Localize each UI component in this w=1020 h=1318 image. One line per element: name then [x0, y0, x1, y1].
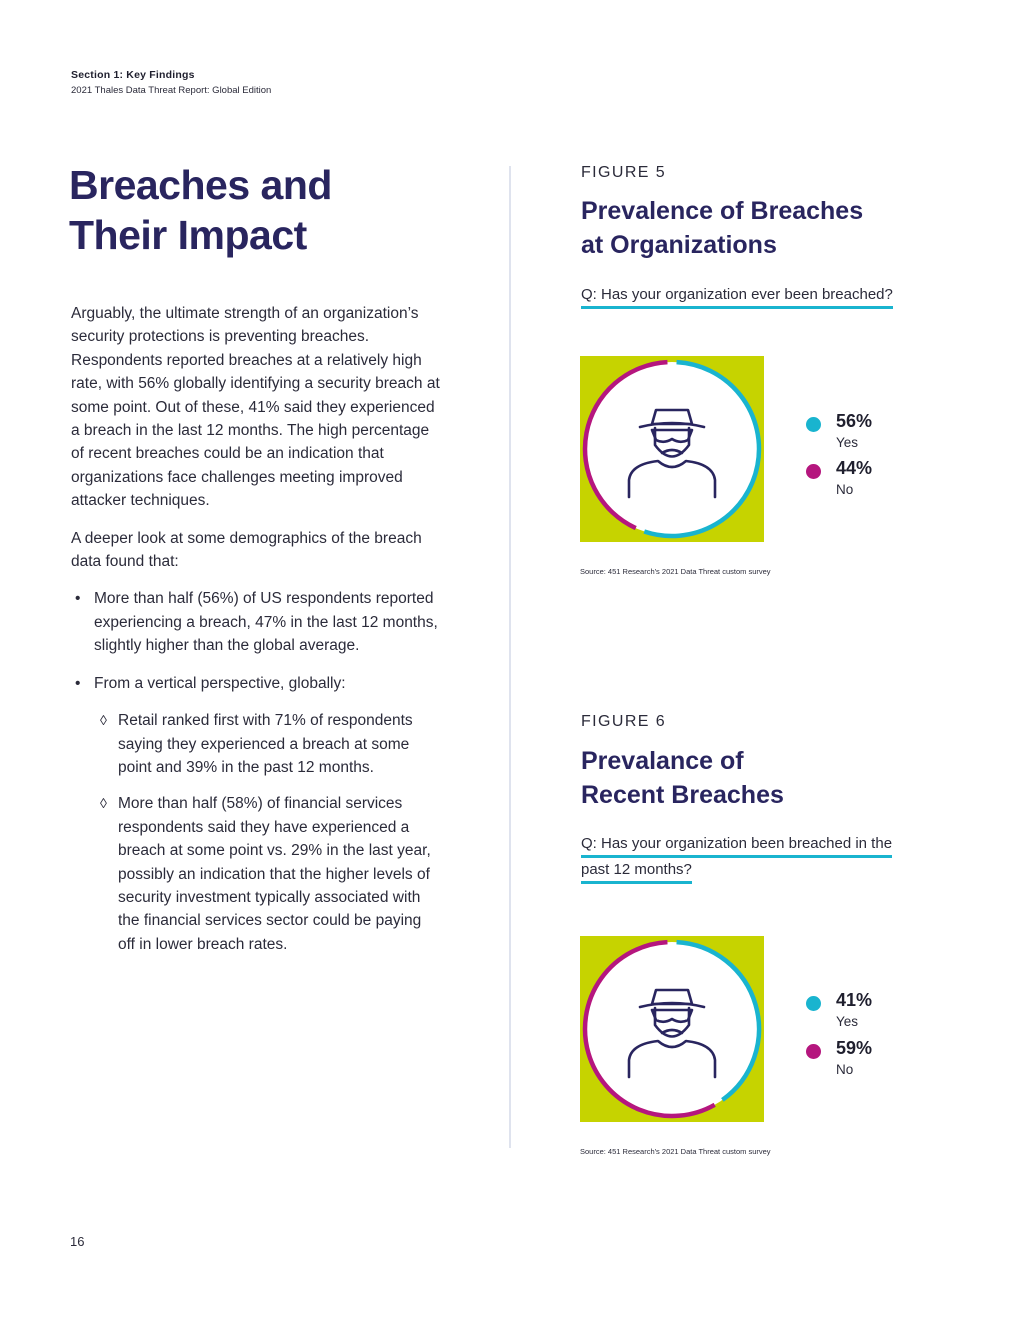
- legend-dot-no: [806, 464, 821, 479]
- figure5-question-text: Q: Has your organization ever been breached?: [581, 283, 893, 309]
- figure6-question: [581, 832, 921, 884]
- page-number: 16: [70, 1234, 85, 1249]
- page-title: [69, 160, 332, 260]
- bullet-item: [71, 672, 441, 695]
- legend-dot-no: [806, 1044, 821, 1059]
- figure6-question-line1: Q: Has your organization been breached in the: [581, 832, 892, 858]
- figure6-source: Source: 451 Research's 2021 Data Threat custom survey: [580, 1147, 771, 1156]
- page-title-line2: Their Impact: [69, 212, 307, 258]
- bullet-marker: •: [75, 674, 81, 692]
- legend-label: Yes: [836, 435, 859, 450]
- figure5-title-line2: at Organizations: [581, 231, 777, 259]
- sub-bullet-item: [71, 792, 441, 956]
- legend-value: 41%: [836, 990, 873, 1010]
- diamond-marker: ◊: [100, 712, 107, 729]
- sub-bullet-text: Retail ranked first with 71% of respondents saying they experienced a breach at some point and 39% in the past 12 months.: [118, 712, 413, 776]
- figure6-donut-chart: [580, 936, 764, 1122]
- figure5-legend: [806, 411, 916, 506]
- section-label: Section 1: Key Findings: [71, 69, 195, 81]
- legend-dot-yes: [806, 996, 821, 1011]
- figure6-title: [581, 744, 784, 812]
- demographics-intro: A deeper look at some demographics of the breach data found that:: [71, 529, 422, 571]
- legend-dot-yes: [806, 417, 821, 432]
- figure5-title-line1: Prevalence of Breaches: [581, 197, 864, 225]
- figure6-chart-tile: [580, 936, 764, 1122]
- article-body: [71, 302, 441, 969]
- report-edition: 2021 Thales Data Threat Report: Global Edition: [71, 85, 272, 96]
- legend-value: 56%: [836, 411, 873, 431]
- bullet-text: From a vertical perspective, globally:: [94, 674, 346, 692]
- diamond-marker: ◊: [100, 795, 107, 812]
- legend-label: No: [836, 482, 854, 497]
- column-divider: [509, 166, 511, 1148]
- bullet-text: More than half (56%) of US respondents reported experiencing a breach, 47% in the last 12 months, slightly higher than the global average.: [94, 590, 438, 655]
- legend-value: 59%: [836, 1038, 873, 1058]
- figure6-question-line2: past 12 months?: [581, 858, 692, 884]
- figure5-source: Source: 451 Research's 2021 Data Threat custom survey: [580, 567, 771, 576]
- figure6-title-line2: Recent Breaches: [581, 781, 784, 809]
- legend-label: No: [836, 1062, 854, 1077]
- figure5-question: [581, 283, 893, 309]
- figure5-donut-chart: [580, 356, 764, 542]
- bullet-marker: •: [75, 590, 81, 608]
- sub-bullet-item: [71, 709, 441, 779]
- figure6-title-line1: Prevalance of: [581, 747, 744, 775]
- figure6-label: FIGURE 6: [581, 713, 666, 730]
- figure5-chart-tile: [580, 356, 764, 542]
- figure5-label: FIGURE 5: [581, 164, 666, 181]
- figure6-legend: [806, 990, 916, 1085]
- sub-bullet-text: More than half (58%) of financial services respondents said they have experienced a breach at some point vs. 29% in the last year, possibly an indication that the higher levels of security investment typically associated with the financial services sector could be paying off in lower breach rates.: [118, 795, 431, 953]
- legend-value: 44%: [836, 458, 873, 478]
- intro-paragraph: Arguably, the ultimate strength of an organization’s security protections is preventing breaches. Respondents reported breaches at a relatively high rate, with 56% globally identifying a security breach at some point. Out of these, 41% said they experienced a breach in the last 12 months. The high percentage of recent breaches could be an indication that organizations face challenges meeting improved attacker techniques.: [71, 305, 440, 510]
- page-title-line1: Breaches and: [69, 162, 332, 208]
- bullet-item: [71, 587, 441, 657]
- figure5-title: [581, 194, 863, 262]
- legend-label: Yes: [836, 1014, 859, 1029]
